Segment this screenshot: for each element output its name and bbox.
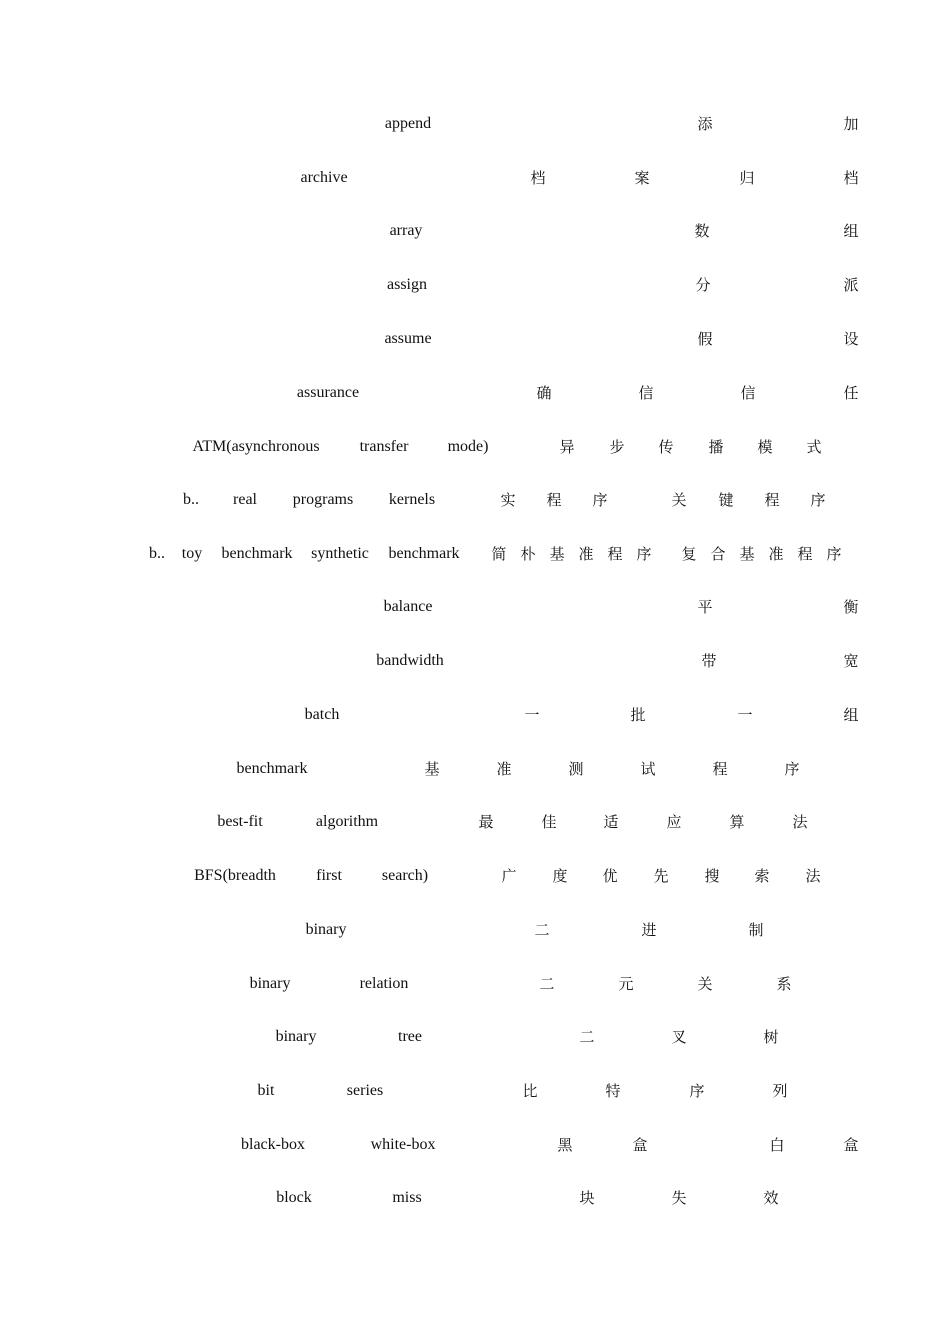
chinese-term-char: 序 [810, 491, 826, 509]
chinese-term-char: 叉 [671, 1028, 687, 1046]
chinese-term-char: 简 [491, 545, 507, 563]
chinese-term-char: 朴 [520, 545, 536, 563]
english-term: binary [249, 975, 291, 992]
chinese-term-char: 衡 [843, 598, 859, 616]
chinese-term-char: 组 [843, 706, 859, 724]
chinese-term-char: 广 [501, 867, 517, 885]
english-term: real [233, 491, 257, 508]
english-term: array [389, 222, 423, 239]
chinese-term-char: 佳 [541, 813, 557, 831]
chinese-term-char: 式 [806, 438, 822, 456]
chinese-term-char: 实 [500, 491, 516, 509]
chinese-term-char: 组 [843, 222, 859, 240]
english-term: tree [398, 1028, 422, 1045]
chinese-term-char: 元 [618, 975, 634, 993]
english-term: synthetic [311, 545, 369, 562]
chinese-term-char: 加 [843, 115, 859, 133]
glossary-row [0, 163, 950, 193]
english-term: toy [181, 545, 203, 562]
glossary-row [0, 1076, 950, 1106]
english-term: relation [359, 975, 409, 992]
chinese-term-char: 树 [763, 1028, 779, 1046]
chinese-term-char: 添 [697, 115, 713, 133]
chinese-term-char: 派 [843, 276, 859, 294]
glossary-row [0, 485, 950, 515]
chinese-term-char: 基 [424, 760, 440, 778]
chinese-term-char: 黑 [557, 1136, 573, 1154]
chinese-term-char: 基 [739, 545, 755, 563]
chinese-term-char: 试 [640, 760, 656, 778]
chinese-term-char: 序 [826, 545, 842, 563]
glossary-row [0, 592, 950, 622]
chinese-term-char: 特 [605, 1082, 621, 1100]
chinese-term-char: 复 [681, 545, 697, 563]
chinese-term-char: 适 [603, 813, 619, 831]
chinese-term-char: 进 [641, 921, 657, 939]
english-term: archive [300, 169, 348, 186]
glossary-row [0, 1022, 950, 1052]
english-term: bandwidth [376, 652, 444, 669]
english-term: block [276, 1189, 312, 1206]
chinese-term-char: 白 [769, 1136, 785, 1154]
chinese-term-char: 准 [578, 545, 594, 563]
glossary-row [0, 915, 950, 945]
english-term: miss [392, 1189, 422, 1206]
glossary-row [0, 109, 950, 139]
chinese-term-char: 法 [792, 813, 808, 831]
english-term: benchmark [236, 760, 308, 777]
english-term: series [346, 1082, 384, 1099]
chinese-term-char: 失 [671, 1189, 687, 1207]
chinese-term-char: 档 [530, 169, 546, 187]
english-term: assign [387, 276, 427, 293]
english-term: assurance [296, 384, 360, 401]
english-term: bit [257, 1082, 275, 1099]
english-term: white-box [370, 1136, 436, 1153]
chinese-term-char: 批 [630, 706, 646, 724]
chinese-term-char: 关 [671, 491, 687, 509]
chinese-term-char: 准 [496, 760, 512, 778]
chinese-term-char: 系 [776, 975, 792, 993]
english-term: search) [381, 867, 429, 884]
english-term: first [316, 867, 342, 884]
chinese-term-char: 测 [568, 760, 584, 778]
english-term: binary [305, 921, 347, 938]
chinese-term-char: 档 [843, 169, 859, 187]
chinese-term-char: 法 [805, 867, 821, 885]
chinese-term-char: 先 [653, 867, 669, 885]
chinese-term-char: 盒 [843, 1136, 859, 1154]
glossary-row [0, 1130, 950, 1160]
chinese-term-char: 二 [534, 921, 550, 939]
chinese-term-char: 归 [739, 169, 755, 187]
chinese-term-char: 制 [748, 921, 764, 939]
english-term: programs [292, 491, 354, 508]
english-term: BFS(breadth [194, 867, 276, 884]
chinese-term-char: 带 [701, 652, 717, 670]
chinese-term-char: 键 [718, 491, 734, 509]
chinese-term-char: 比 [522, 1082, 538, 1100]
glossary-row [0, 754, 950, 784]
english-term: b.. [183, 491, 199, 508]
chinese-term-char: 准 [768, 545, 784, 563]
chinese-term-char: 模 [757, 438, 773, 456]
english-term: binary [275, 1028, 317, 1045]
glossary-row [0, 270, 950, 300]
chinese-term-char: 一 [737, 706, 753, 724]
english-term: black-box [241, 1136, 305, 1153]
english-term: append [384, 115, 432, 132]
chinese-term-char: 效 [763, 1189, 779, 1207]
chinese-term-char: 假 [697, 330, 713, 348]
chinese-term-char: 合 [710, 545, 726, 563]
chinese-term-char: 程 [764, 491, 780, 509]
chinese-term-char: 一 [524, 706, 540, 724]
glossary-row [0, 324, 950, 354]
english-term: transfer [359, 438, 409, 455]
glossary-row [0, 700, 950, 730]
chinese-term-char: 二 [579, 1028, 595, 1046]
english-term: balance [383, 598, 433, 615]
chinese-term-char: 信 [638, 384, 654, 402]
chinese-term-char: 优 [602, 867, 618, 885]
chinese-term-char: 步 [609, 438, 625, 456]
chinese-term-char: 最 [478, 813, 494, 831]
glossary-row [0, 646, 950, 676]
english-term: best-fit [217, 813, 263, 830]
chinese-term-char: 确 [536, 384, 552, 402]
chinese-term-char: 任 [843, 384, 859, 402]
chinese-term-char: 度 [552, 867, 568, 885]
glossary-row [0, 1183, 950, 1213]
chinese-term-char: 二 [539, 975, 555, 993]
glossary-row [0, 861, 950, 891]
english-term: benchmark [221, 545, 293, 562]
chinese-term-char: 平 [697, 598, 713, 616]
chinese-term-char: 程 [607, 545, 623, 563]
chinese-term-char: 程 [797, 545, 813, 563]
chinese-term-char: 传 [658, 438, 674, 456]
chinese-term-char: 序 [636, 545, 652, 563]
glossary-row [0, 807, 950, 837]
chinese-term-char: 算 [729, 813, 745, 831]
chinese-term-char: 盒 [632, 1136, 648, 1154]
chinese-term-char: 搜 [704, 867, 720, 885]
english-term: assume [384, 330, 432, 347]
chinese-term-char: 程 [546, 491, 562, 509]
chinese-term-char: 序 [592, 491, 608, 509]
chinese-term-char: 信 [740, 384, 756, 402]
chinese-term-char: 序 [689, 1082, 705, 1100]
chinese-term-char: 块 [579, 1189, 595, 1207]
chinese-term-char: 程 [712, 760, 728, 778]
glossary-row [0, 216, 950, 246]
english-term: benchmark [388, 545, 460, 562]
glossary-row [0, 539, 950, 569]
chinese-term-char: 设 [843, 330, 859, 348]
english-term: kernels [388, 491, 436, 508]
chinese-term-char: 序 [784, 760, 800, 778]
chinese-term-char: 数 [694, 222, 710, 240]
english-term: mode) [447, 438, 489, 455]
english-term: algorithm [315, 813, 379, 830]
glossary-row [0, 378, 950, 408]
glossary-row [0, 432, 950, 462]
chinese-term-char: 播 [708, 438, 724, 456]
chinese-term-char: 异 [559, 438, 575, 456]
chinese-term-char: 基 [549, 545, 565, 563]
glossary-row [0, 969, 950, 999]
chinese-term-char: 关 [697, 975, 713, 993]
chinese-term-char: 索 [754, 867, 770, 885]
chinese-term-char: 案 [634, 169, 650, 187]
chinese-term-char: 宽 [843, 652, 859, 670]
english-term: ATM(asynchronous [192, 438, 320, 455]
english-term: batch [304, 706, 340, 723]
english-term: b.. [149, 545, 165, 562]
chinese-term-char: 应 [666, 813, 682, 831]
chinese-term-char: 列 [772, 1082, 788, 1100]
chinese-term-char: 分 [695, 276, 711, 294]
